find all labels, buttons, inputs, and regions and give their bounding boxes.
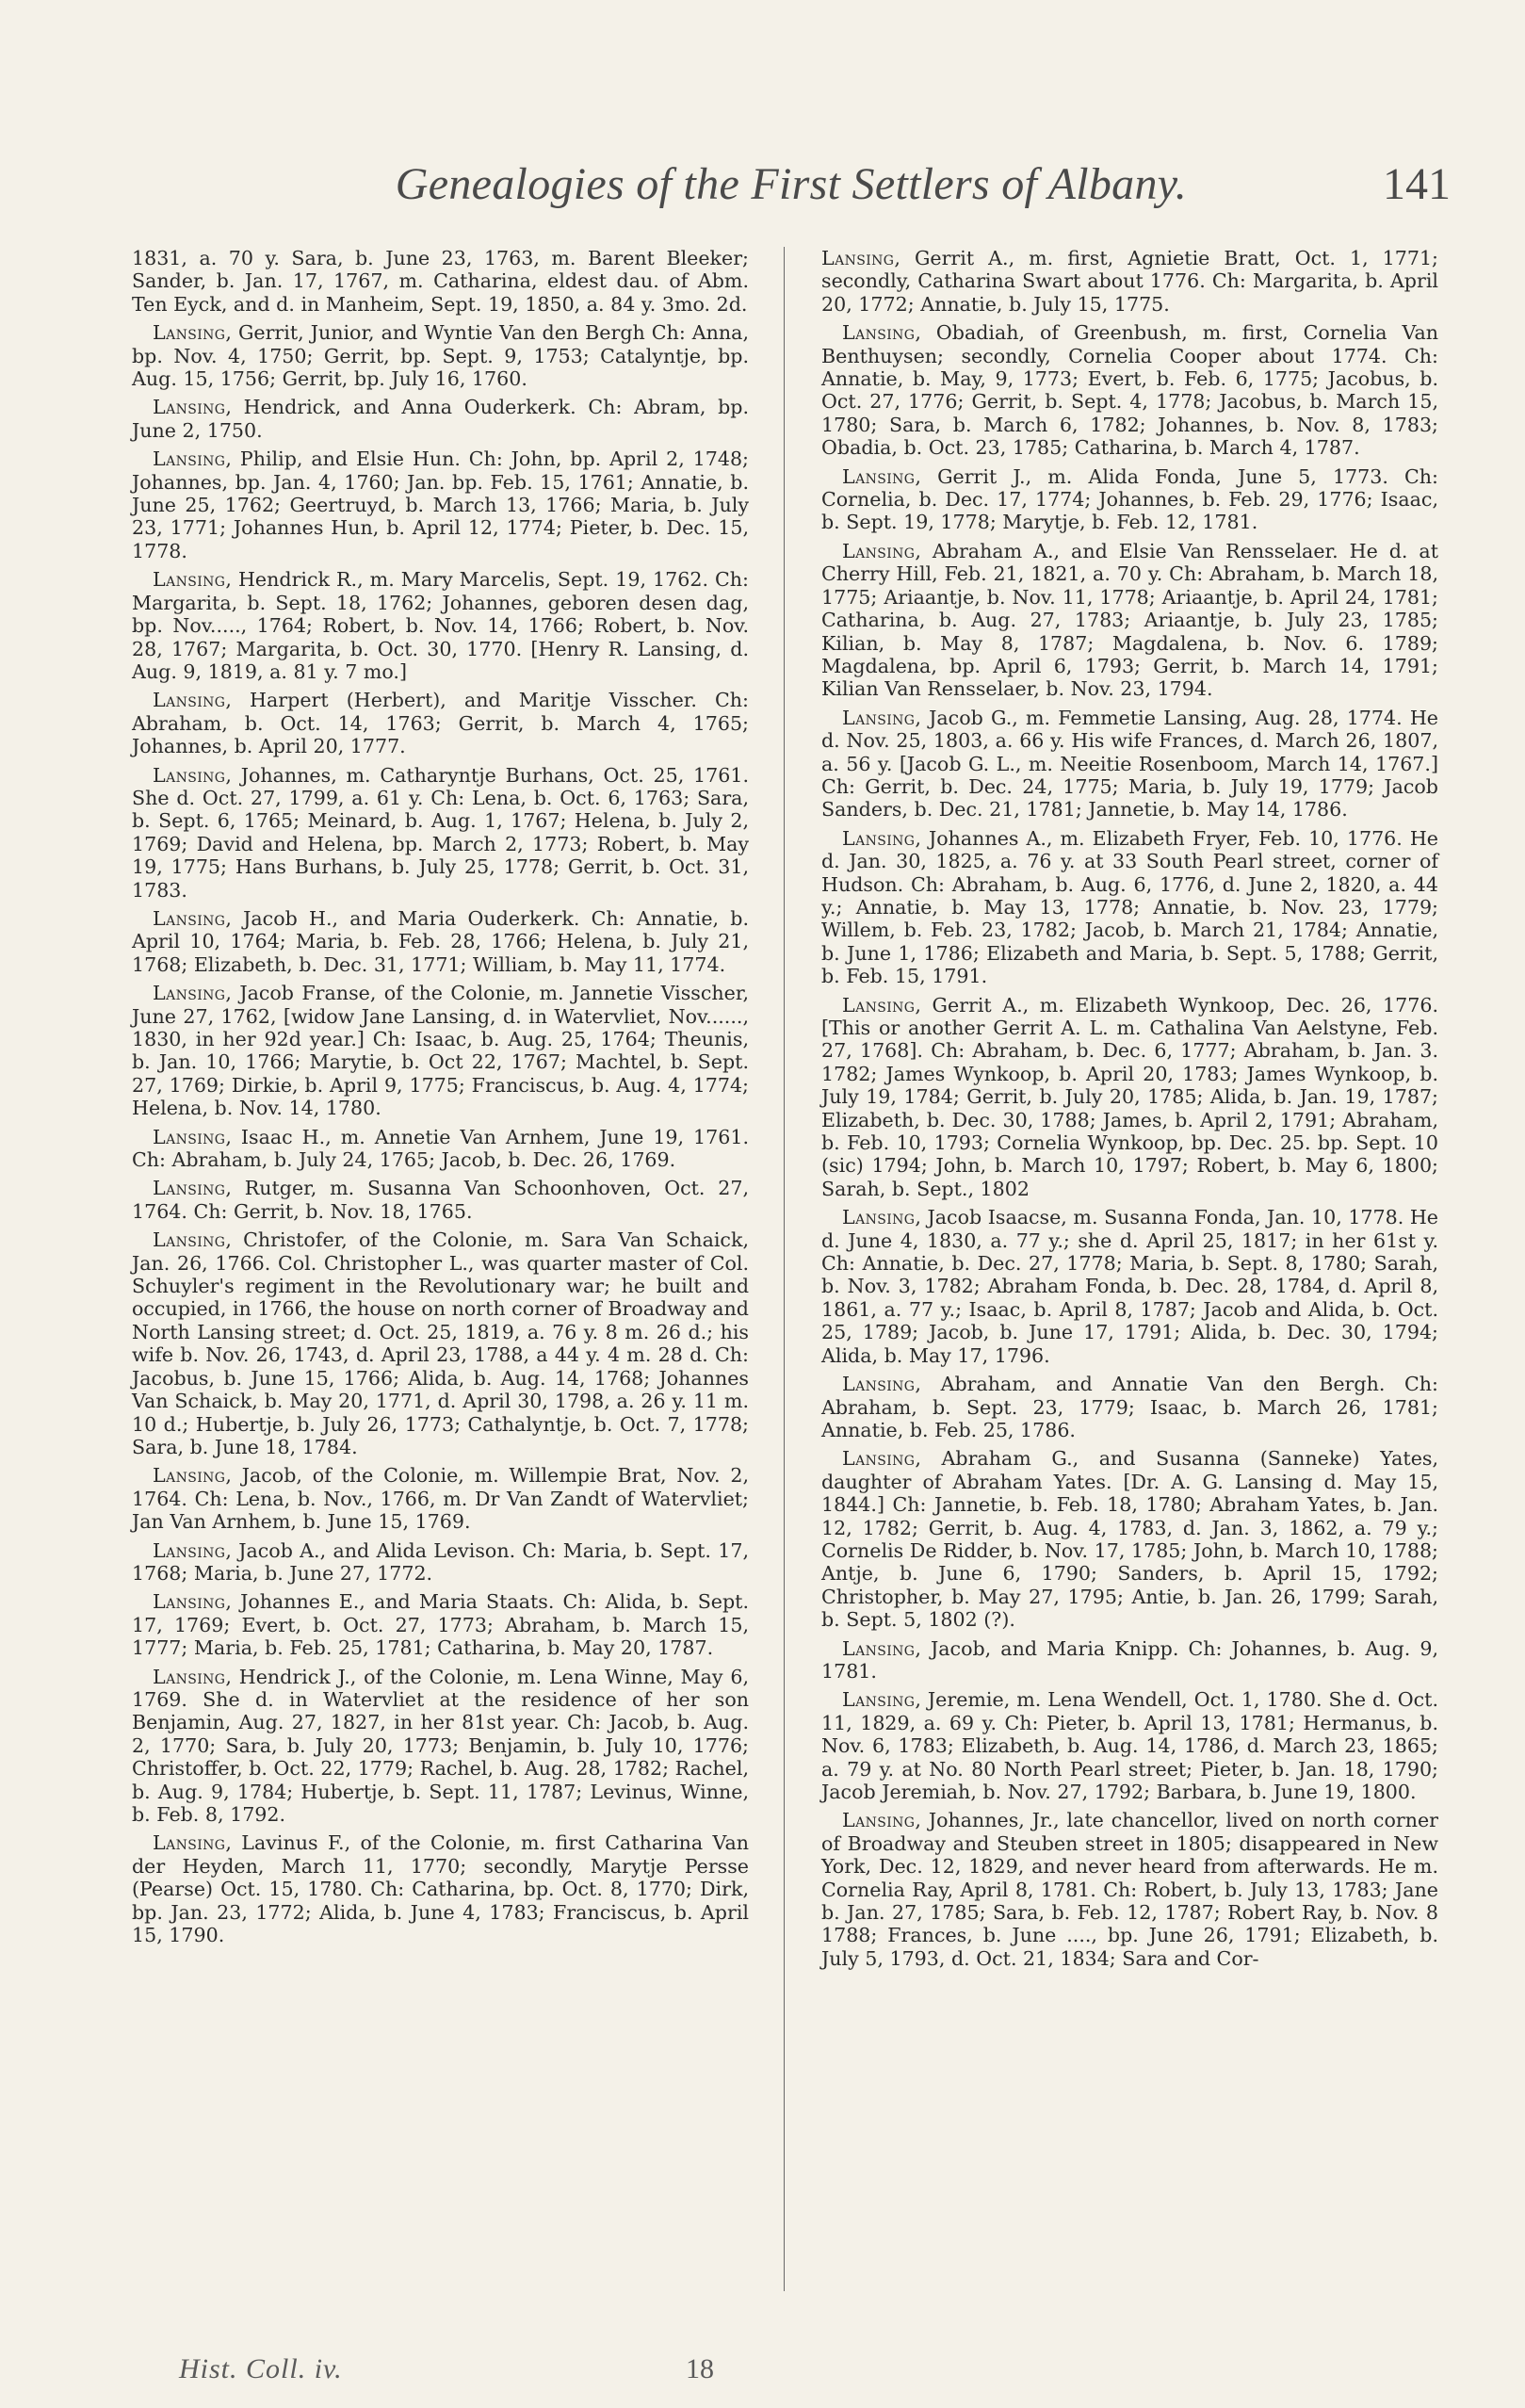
page-number: 141: [1383, 159, 1451, 209]
entry-surname: Lansing: [842, 826, 916, 850]
entry-surname: Lansing: [842, 993, 916, 1017]
entry-text: , Johannes A., m. Elizabeth Fryer, Feb. 10, 1776. He d. Jan. 30, 1825, a. 76 y. at 33 South Pearl street, corner of Hudson. Ch: Abraham, b. Aug. 6, 1776, d. June 2, 1820, a. 44 y.; Annatie, b. May 13, 1778; Annatie, b. Nov. 23, 1779; Willem, b. Feb. 23, 1782; Jacob, b. March 21, 1784; Annatie, b. June 1, 1786; Elizabeth and Maria, b. Sept. 5, 1788; Gerrit, b. Feb. 15, 1791.: [821, 826, 1438, 988]
footer-signature: Hist. Coll. iv.: [179, 2353, 343, 2384]
entry-text: , Gerrit A., m. Elizabeth Wynkoop, Dec. 26, 1776. [This or another Gerrit A. L. m. Cathalina Van Aelstyne, Feb. 27, 1768]. Ch: Abraham, b. Dec. 6, 1777; Abraham, b. Jan. 3. 1782; James Wynkoop, b. April 20, 1783; James Wynkoop, b. July 19, 1784; Gerrit, b. July 20, 1785; Alida, b. Jan. 19, 1787; Elizabeth, b. Dec. 30, 1788; James, b. April 2, 1791; Abraham, b. Feb. 10, 1793; Cornelia Wynkoop, bp. Dec. 25. bp. Sept. 10 (sic) 1794; John, b. March 10, 1797; Robert, b. May 6, 1800; Sarah, b. Sept., 1802: [821, 993, 1438, 1200]
entry-text: , Lavinus F., of the Colonie, m. first Catharina Van der Heyden, March 11, 1770; secondly, Marytje Persse (Pearse) Oct. 15, 1780. Ch: Catharina, bp. Oct. 8, 1770; Dirk, bp. Jan. 23, 1772; Alida, b. June 4, 1783; Franciscus, b. April 15, 1790.: [132, 1831, 749, 1947]
genealogy-entry: [132, 764, 749, 902]
genealogy-entry: [821, 994, 1438, 1201]
entry-surname: Lansing: [153, 906, 226, 930]
genealogy-entry: [132, 1464, 749, 1533]
genealogy-entry: [821, 1206, 1438, 1367]
genealogy-entry: [132, 568, 749, 683]
genealogy-entry: [132, 396, 749, 442]
entry-text: , Jacob A., and Alida Levison. Ch: Maria, b. Sept. 17, 1768; Maria, b. June 27, 1772.: [132, 1538, 749, 1585]
entry-text: , Rutger, m. Susanna Van Schoonhoven, Oct. 27, 1764. Ch: Gerrit, b. Nov. 18, 1765.: [132, 1177, 749, 1223]
entry-surname: Lansing: [842, 539, 916, 562]
entry-surname: Lansing: [842, 1206, 916, 1229]
entry-surname: Lansing: [842, 1809, 916, 1832]
entry-text: , Johannes, m. Catharyntje Burhans, Oct. 25, 1761. She d. Oct. 27, 1799, a. 61 y. Ch: Lena, b. Oct. 6, 1763; Sara, b. Sept. 6, 1765; Meinard, b. Aug. 1, 1767; Helena, b. July 2, 1769; David and Helena, bp. March 2, 1773; Robert, b. May 19, 1775; Hans Burhans, b. July 25, 1778; Gerrit, b. Oct. 31, 1783.: [132, 763, 749, 902]
entry-surname: Lansing: [153, 689, 226, 712]
genealogy-entry: [132, 689, 749, 757]
entry-text: , Isaac H., m. Annetie Van Arnhem, June 19, 1761. Ch: Abraham, b. July 24, 1765; Jacob, b. Dec. 26, 1769.: [132, 1125, 749, 1172]
entry-text: , Jacob G., m. Femmetie Lansing, Aug. 28, 1774. He d. Nov. 25, 1803, a. 66 y. His wife Frances, d. March 26, 1807, a. 56 y. [Jacob G. L., m. Neeitie Rosenboom, March 14, 1767.] Ch: Gerrit, b. Dec. 24, 1775; Maria, b. July 19, 1779; Jacob Sanders, b. Dec. 21, 1781; Jannetie, b. May 14, 1786.: [821, 706, 1438, 822]
entry-text: , Hendrick R., m. Mary Marcelis, Sept. 19, 1762. Ch: Margarita, b. Sept. 18, 1762; Johannes, geboren desen dag, bp. Nov....., 1764; Robert, b. Nov. 14, 1766; Robert, b. Nov. 28, 1767; Margarita, b. Oct. 30, 1770. [Henry R. Lansing, d. Aug. 9, 1819, a. 81 y. 7 mo.]: [132, 568, 749, 683]
entry-text: , Johannes, Jr., late chancellor, lived on north corner of Broadway and Steuben street in 1805; disappeared in New York, Dec. 12, 1829, and never heard from afterwards. He m. Cornelia Ray, April 8, 1781. Ch: Robert, b. July 13, 1783; Jane b. Jan. 27, 1785; Sara, b. Feb. 12, 1787; Robert Ray, b. Nov. 8 1788; Frances, b. June ...., bp. June 26, 1791; Elizabeth, b. July 5, 1793, d. Oct. 21, 1834; Sara and Cor-: [821, 1809, 1438, 1970]
entry-surname: Lansing: [153, 982, 226, 1005]
entry-surname: Lansing: [842, 1688, 916, 1712]
genealogy-entry: [821, 247, 1438, 316]
entry-surname: Lansing: [153, 1831, 226, 1855]
genealogy-entry: [132, 1666, 749, 1827]
genealogy-entry: [821, 827, 1438, 988]
entry-text: , Jeremie, m. Lena Wendell, Oct. 1, 1780. She d. Oct. 11, 1829, a. 69 y. Ch: Pieter, b. April 13, 1781; Hermanus, b. Nov. 6, 1783; Elizabeth, b. Aug. 14, 1786, d. March 23, 1865; a. 79 y. at No. 80 North Pearl street; Pieter, b. Jan. 18, 1790; Jacob Jeremiah, b. Nov. 27, 1792; Barbara, b. June 19, 1800.: [821, 1688, 1438, 1803]
genealogy-entry: [132, 321, 749, 390]
entry-text: , Jacob, and Maria Knipp. Ch: Johannes, b. Aug. 9, 1781.: [821, 1636, 1438, 1683]
genealogy-entry: [132, 1590, 749, 1659]
entry-text: , Hendrick, and Anna Ouderkerk. Ch: Abram, bp. June 2, 1750.: [132, 396, 749, 442]
entry-surname: Lansing: [153, 396, 226, 419]
page-title: Genealogies of the First Settlers of Albany.: [395, 159, 1187, 209]
genealogy-entry: [821, 1373, 1438, 1441]
genealogy-entry: [821, 1688, 1438, 1803]
genealogy-entry: [821, 321, 1438, 459]
entry-text: , Gerrit A., m. first, Agnietie Bratt, Oct. 1, 1771; secondly, Catharina Swart about 1776. Ch: Margarita, b. April 20, 1772; Annatie, b. July 15, 1775.: [821, 247, 1438, 316]
left-column: [132, 247, 749, 1952]
genealogy-entry: [821, 1637, 1438, 1684]
entry-surname: Lansing: [842, 321, 916, 345]
genealogy-entry: [132, 1539, 749, 1586]
entry-text: , Jacob Isaacse, m. Susanna Fonda, Jan. 10, 1778. He d. June 4, 1830, a. 77 y.; she d. April 25, 1817; in her 61st y. Ch: Annatie, b. Dec. 27, 1778; Maria, b. Sept. 8, 1780; Sarah, b. Nov. 3, 1782; Abraham Fonda, b. Dec. 28, 1784, d. April 8, 1861, a. 77 y.; Isaac, b. April 8, 1787; Jacob and Alida, b. Oct. 25, 1789; Jacob, b. June 17, 1791; Alida, b. Dec. 30, 1794; Alida, b. May 17, 1796.: [821, 1206, 1438, 1367]
entry-text: , Abraham G., and Susanna (Sanneke) Yates, daughter of Abraham Yates. [Dr. A. G. Lansing d. May 15, 1844.] Ch: Jannetie, b. Feb. 18, 1780; Abraham Yates, b. Jan. 12, 1782; Gerrit, b. Aug. 4, 1783, d. Jan. 3, 1862, a. 79 y.; Cornelis De Ridder, b. Nov. 17, 1785; John, b. March 10, 1788; Antje, b. June 6, 1790; Sanders, b. April 15, 1792; Christopher, b. May 27, 1795; Antie, b. Jan. 26, 1799; Sarah, b. Sept. 5, 1802 (?).: [821, 1447, 1438, 1632]
genealogy-entry: [132, 1126, 749, 1172]
entry-surname: Lansing: [842, 706, 916, 729]
entry-surname: Lansing: [153, 1177, 226, 1200]
genealogy-entry: [132, 247, 749, 316]
entry-text: , Obadiah, of Greenbush, m. first, Cornelia Van Benthuysen; secondly, Cornelia Cooper about 1774. Ch: Annatie, b. May, 9, 1773; Evert, b. Feb. 6, 1775; Jacobus, b. Oct. 27, 1776; Gerrit, b. Sept. 4, 1778; Jacobus, b. March 15, 1780; Sara, b. March 6, 1782; Johannes, b. Nov. 8, 1783; Obadia, b. Oct. 23, 1785; Catharina, b. March 4, 1787.: [821, 321, 1438, 460]
entry-text: , Philip, and Elsie Hun. Ch: John, bp. April 2, 1748; Johannes, bp. Jan. 4, 1760; Jan. bp. Feb. 15, 1761; Annatie, b. June 25, 1762; Geertruyd, b. March 13, 1766; Maria, b. July 23, 1771; Johannes Hun, b. April 12, 1774; Pieter, b. Dec. 15, 1778.: [132, 447, 749, 562]
column-divider: [784, 247, 785, 2291]
entry-surname: Lansing: [842, 464, 916, 488]
entry-text: , Abraham, and Annatie Van den Bergh. Ch: Abraham, b. Sept. 23, 1779; Isaac, b. March 26, 1781; Annatie, b. Feb. 25, 1786.: [821, 1373, 1438, 1441]
genealogy-entry: [821, 1809, 1438, 1970]
entry-surname: Lansing: [842, 1447, 916, 1471]
entry-surname: Lansing: [153, 1464, 226, 1488]
entry-text: , Hendrick J., of the Colonie, m. Lena Winne, May 6, 1769. She d. in Watervliet at the residence of her son Benjamin, Aug. 27, 1827, in her 81st year. Ch: Jacob, b. Aug. 2, 1770; Sara, b. July 20, 1773; Benjamin, b. July 10, 1776; Christoffer, b. Oct. 22, 1779; Rachel, b. Aug. 28, 1782; Rachel, b. Aug. 9, 1784; Hubertje, b. Sept. 11, 1787; Levinus, Winne, b. Feb. 8, 1792.: [132, 1665, 749, 1826]
footer-signature-number: 18: [686, 2353, 714, 2384]
entry-text: 1831, a. 70 y. Sara, b. June 23, 1763, m. Barent Bleeker; Sander, b. Jan. 17, 1767, m. Catharina, eldest dau. of Abm. Ten Eyck, and d. in Manheim, Sept. 19, 1850, a. 84 y. 3mo. 2d.: [132, 247, 749, 316]
entry-text: , Gerrit J., m. Alida Fonda, June 5, 1773. Ch: Cornelia, b. Dec. 17, 1774; Johannes, b. Feb. 29, 1776; Isaac, b. Sept. 19, 1778; Marytje, b. Feb. 12, 1781.: [821, 464, 1438, 534]
genealogy-entry: [132, 1831, 749, 1946]
entry-surname: Lansing: [153, 763, 226, 787]
entry-surname: Lansing: [153, 447, 226, 471]
genealogy-entry: [132, 907, 749, 976]
genealogy-entry: [132, 447, 749, 562]
genealogy-entry: [132, 982, 749, 1119]
entry-surname: Lansing: [842, 1373, 916, 1396]
genealogy-entry: [132, 1177, 749, 1223]
entry-surname: Lansing: [153, 1665, 226, 1688]
entry-surname: Lansing: [153, 1228, 226, 1252]
entry-surname: Lansing: [842, 1636, 916, 1660]
entry-surname: Lansing: [153, 1590, 226, 1614]
right-column: [821, 247, 1438, 1976]
entry-text: , Gerrit, Junior, and Wyntie Van den Bergh Ch: Anna, bp. Nov. 4, 1750; Gerrit, bp. Sept. 9, 1753; Catalyntje, bp. Aug. 15, 1756; Gerrit, bp. July 16, 1760.: [132, 321, 749, 391]
entry-text: , Abraham A., and Elsie Van Rensselaer. He d. at Cherry Hill, Feb. 21, 1821, a. 70 y. Ch: Abraham, b. March 18, 1775; Ariaantje, b. Nov. 11, 1778; Ariaantje, b. April 24, 1781; Catharina, b. Aug. 27, 1783; Ariaantje, b. July 23, 1785; Kilian, b. May 8, 1787; Magdalena, b. Nov. 6. 1789; Magdalena, bp. April 6, 1793; Gerrit, b. March 14, 1791; Kilian Van Rensselaer, b. Nov. 23, 1794.: [821, 539, 1438, 701]
genealogy-entry: [821, 707, 1438, 822]
entry-surname: Lansing: [821, 247, 895, 269]
genealogy-entry: [821, 540, 1438, 701]
entry-surname: Lansing: [153, 321, 226, 345]
entry-text: , Jacob Franse, of the Colonie, m. Jannetie Visscher, June 27, 1762, [widow Jane Lansing, d. in Watervliet, Nov......, 1830, in her 92d year.] Ch: Isaac, b. Aug. 25, 1764; Theunis, b. Jan. 10, 1766; Marytie, b. Oct 22, 1767; Machtel, b. Sept. 27, 1769; Dirkie, b. April 9, 1775; Franciscus, b. Aug. 4, 1774; Helena, b. Nov. 14, 1780.: [132, 982, 749, 1120]
entry-text: , Jacob H., and Maria Ouderkerk. Ch: Annatie, b. April 10, 1764; Maria, b. Feb. 28, 1766; Helena, b. July 21, 1768; Elizabeth, b. Dec. 31, 1771; William, b. May 11, 1774.: [132, 906, 749, 976]
entry-text: , Harpert (Herbert), and Maritje Visscher. Ch: Abraham, b. Oct. 14, 1763; Gerrit, b. March 4, 1765; Johannes, b. April 20, 1777.: [132, 689, 749, 758]
entry-text: , Jacob, of the Colonie, m. Willempie Brat, Nov. 2, 1764. Ch: Lena, b. Nov., 1766, m. Dr Van Zandt of Watervliet; Jan Van Arnhem, b. June 15, 1769.: [132, 1464, 749, 1534]
entry-text: , Johannes E., and Maria Staats. Ch: Alida, b. Sept. 17, 1769; Evert, b. Oct. 27, 1773; Abraham, b. March 15, 1777; Maria, b. Feb. 25, 1781; Catharina, b. May 20, 1787.: [132, 1590, 749, 1660]
genealogy-entry: [821, 465, 1438, 534]
entry-surname: Lansing: [153, 1538, 226, 1562]
entry-surname: Lansing: [153, 568, 226, 592]
genealogy-entry: [821, 1447, 1438, 1631]
entry-surname: Lansing: [153, 1125, 226, 1148]
genealogy-entry: [132, 1228, 749, 1458]
entry-text: , Christofer, of the Colonie, m. Sara Van Schaick, Jan. 26, 1766. Col. Christopher L., was quarter master of Col. Schuyler's regiment in the Revolutionary war; he built and occupied, in 1766, the house on north corner of Broadway and North Lansing street; d. Oct. 25, 1819, a. 76 y. 8 m. 26 d.; his wife b. Nov. 26, 1743, d. April 23, 1788, a 44 y. 4 m. 28 d. Ch: Jacobus, b. June 15, 1766; Alida, b. Aug. 14, 1768; Johannes Van Schaick, b. May 20, 1771, d. April 30, 1798, a. 26 y. 11 m. 10 d.; Hubertje, b. July 26, 1773; Cathalyntje, b. Oct. 7, 1778; Sara, b. June 18, 1784.: [132, 1228, 749, 1458]
